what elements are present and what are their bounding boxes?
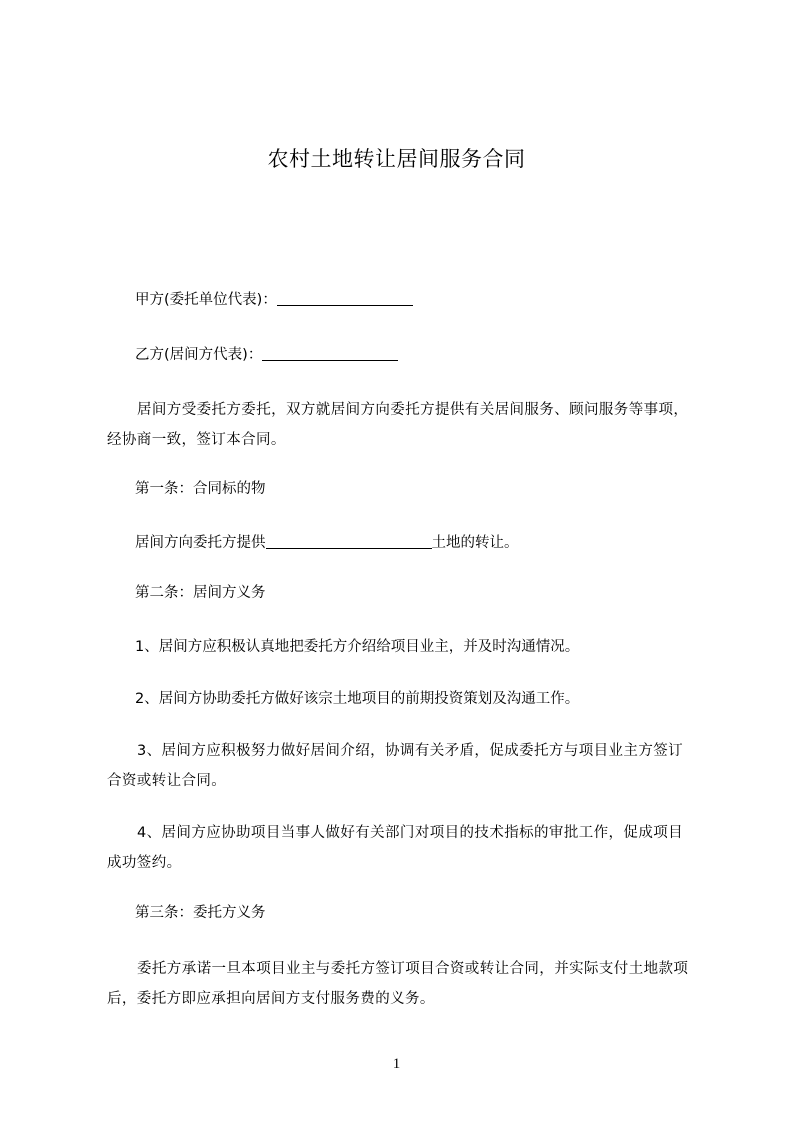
party-a-line [135,285,715,315]
party-a-blank[interactable] [277,289,413,306]
article3-heading: 第三条：委托方义务 [135,905,266,921]
party-a-label: 甲方(委托单位代表)： [135,292,277,308]
article2-item-4: 4、居间方应协助项目当事人做好有关部门对项目的技术指标的审批工作，促成项目成功签约。 [107,825,684,871]
party-b-label: 乙方(居间方代表)： [135,347,263,363]
article2-item-1: 1、居间方应积极认真地把委托方介绍给项目业主，并及时沟通情况。 [135,639,580,655]
article1-heading: 第一条：合同标的物 [135,481,266,497]
party-b-blank[interactable] [262,344,398,361]
land-blank[interactable] [266,532,432,549]
article1-text [135,528,715,558]
page-number: 1 [392,1056,401,1072]
article3-text: 委托方承诺一旦本项目业主与委托方签订项目合资或转让合同，并实际支付土地款项后，委托方即应承担向居间方支付服务费的义务。 [107,961,689,1007]
article2-item-3: 3、居间方应积极努力做好居间介绍，协调有关矛盾，促成委托方与项目业主方签订合资或转让合同。 [107,743,684,789]
article1-text-before: 居间方向委托方提供 [135,535,266,551]
document-title: 农村土地转让居间服务合同 [267,147,526,171]
article2-item-2: 2、居间方协助委托方做好该宗土地项目的前期投资策划及沟通工作。 [135,691,580,707]
party-b-line [135,340,715,370]
intro-paragraph: 居间方受委托方委托，双方就居间方向委托方提供有关居间服务、顾问服务等事项，经协商一致，签订本合同。 [107,402,689,448]
article2-heading: 第二条：居间方义务 [135,585,266,601]
article1-text-after: 土地的转让。 [431,535,519,551]
